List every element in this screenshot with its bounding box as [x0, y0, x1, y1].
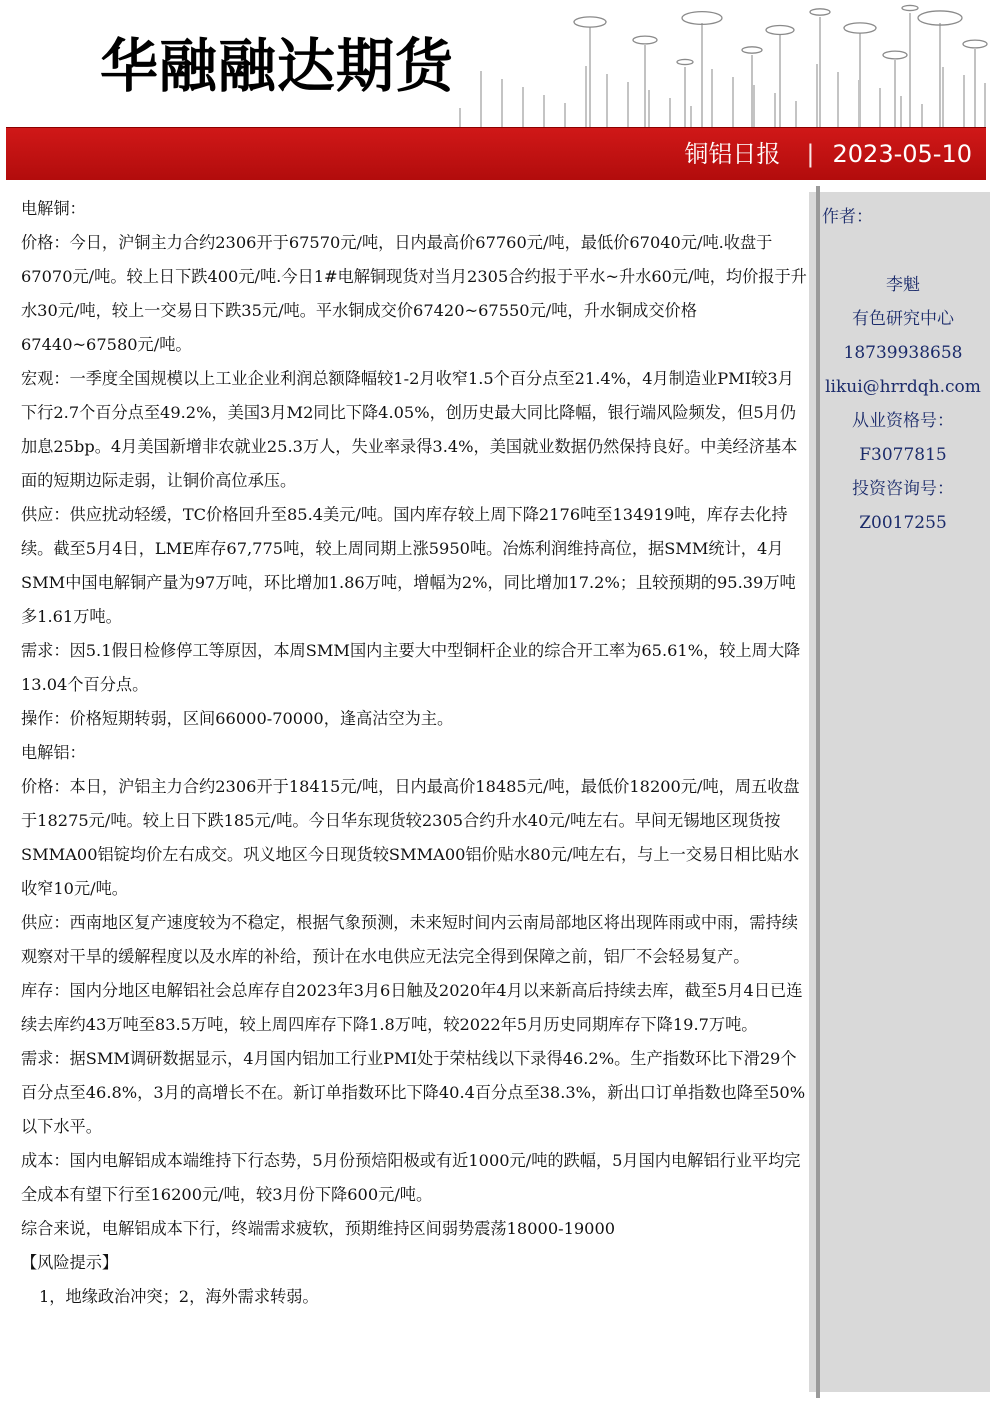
decor-ring-6 — [844, 23, 876, 33]
decor-ring-0 — [574, 17, 606, 27]
decor-ring-2 — [682, 12, 722, 25]
sidebar-divider — [816, 186, 820, 1398]
copper-supply-paragraph: 供应：供应扰动轻缓，TC价格回升至85.4美元/吨。国内库存较上周下降2176吨至134919吨，库存去化持续。截至5月4日，LME库存67,775吨，较上周同期上涨5950吨。冶炼利润维持高位，据SMM统计，4月SMM中国电解铜产量为97万吨，环比增加1.86万吨，增幅为2%，同比增加17.2%；且较预期的95.39万吨多1.61万吨。 — [21, 505, 796, 626]
copper-operation-paragraph: 操作：价格短期转弱，区间66000-70000，逢高沽空为主。 — [21, 709, 454, 728]
aluminum-supply-paragraph: 供应：西南地区复产速度较为不稳定，根据气象预测，未来短时间内云南局部地区将出现阵雨或中雨，需持续观察对干旱的缓解程度以及水库的补给，预计在水电供应无法完全得到保障之前，铝厂不会轻易复产。 — [21, 913, 798, 966]
author-phone: 18739938658 — [843, 343, 963, 363]
consult-number: Z0017255 — [859, 513, 947, 533]
copper-demand-paragraph: 需求：因5.1假日检修停工等原因，本周SMM国内主要大中型铜杆企业的综合开工率为65.61%，较上周大降13.04个百分点。 — [21, 641, 801, 694]
risk-body: 1，地缘政治冲突；2，海外需求转弱。 — [39, 1287, 319, 1306]
risk-heading: 【风险提示】 — [21, 1253, 119, 1272]
aluminum-price-paragraph: 价格：本日，沪铝主力合约2306开于18415元/吨，日内最高价18485元/吨，最低价18200元/吨，周五收盘于18275元/吨。较上日下跌185元/吨。今日华东现货较2305合约升水40元/吨左右。早间无锡地区现货按SMMA00铝锭均价左右成交。巩义地区今日现货较SMMA00铝价贴水80元/吨左右，与上一交易日相比贴水收窄10元/吨。 — [21, 777, 800, 898]
aluminum-demand-paragraph: 需求：据SMM调研数据显示，4月国内铝加工行业PMI处于荣枯线以下录得46.2%。生产指数环比下滑29个百分点至46.8%，3月的高增长不在。新订单指数环比下降40.4百分点至38.3%，新出口订单指数也降至50%以下水平。 — [21, 1049, 806, 1136]
decor-ring-8 — [918, 11, 962, 25]
author-name: 李魁 — [886, 275, 920, 295]
decor-ring-4 — [766, 26, 794, 35]
decor-ring-3 — [742, 47, 762, 53]
author-label: 作者： — [822, 207, 873, 227]
report-name: 铜铝日报 — [684, 140, 781, 168]
decor-ring-9 — [963, 40, 987, 48]
company-logo-text: 华融融达期货 — [100, 32, 455, 100]
aluminum-summary-paragraph: 综合来说，电解铝成本下行，终端需求疲软，预期维持区间弱势震荡18000-19000 — [21, 1219, 616, 1238]
consult-label: 投资咨询号： — [852, 479, 954, 499]
qualification-number: F3077815 — [859, 445, 947, 465]
author-email: likui@hrrdqh.com — [825, 377, 981, 397]
copper-price-paragraph: 价格：今日，沪铜主力合约2306开于67570元/吨，日内最高价67760元/吨，最低价67040元/吨.收盘于67070元/吨。较上日下跌400元/吨.今日1#电解铜现货对当月2305合约报于平水~升水60元/吨，均价报于升水30元/吨，较上一交易日下跌35元/吨。平水铜成交价67420~67550元/吨，升水铜成交价格67440~67580元/吨。 — [21, 233, 807, 354]
copper-macro-paragraph: 宏观：一季度全国规模以上工业企业利润总额降幅较1-2月收窄1.5个百分点至21.4%，4月制造业PMI较3月下行2.7个百分点至49.2%，美国3月M2同比下降4.05%，创历史最大同比降幅，银行端风险频发，但5月仍加息25bp。4月美国新增非农就业25.3万人，失业率录得3.4%，美国就业数据仍然保持良好。中美经济基本面的短期边际走弱，让铜价高位承压。 — [21, 369, 798, 490]
report-title-bar — [6, 127, 986, 180]
aluminum-heading: 电解铝： — [21, 743, 86, 762]
decor-ring-11 — [902, 5, 918, 10]
header-decoration — [440, 0, 992, 128]
author-info — [822, 200, 984, 540]
decor-ring-7 — [883, 51, 907, 59]
title-separator: | — [806, 140, 815, 168]
aluminum-cost-paragraph: 成本：国内电解铝成本端维持下行态势，5月份预焙阳极或有近1000元/吨的跌幅，5月国内电解铝行业平均完全成本有望下行至16200元/吨，较3月份下降600元/吨。 — [21, 1151, 801, 1204]
decorative-rings-graphic — [440, 0, 992, 128]
qualification-label: 从业资格号： — [852, 411, 954, 431]
aluminum-inventory-paragraph: 库存：国内分地区电解铝社会总库存自2023年3月6日触及2020年4月以来新高后持续去库，截至5月4日已连续去库约43万吨至83.5万吨，较上周四库存下降1.8万吨，较2022年5月历史同期库存下降19.7万吨。 — [21, 981, 803, 1034]
decor-ring-10 — [677, 59, 693, 64]
decor-ring-1 — [633, 36, 657, 44]
copper-heading: 电解铜： — [21, 199, 86, 218]
report-date: 2023-05-10 — [832, 140, 972, 168]
report-body — [21, 192, 807, 1314]
author-department: 有色研究中心 — [852, 309, 954, 329]
decor-ring-5 — [810, 9, 830, 15]
